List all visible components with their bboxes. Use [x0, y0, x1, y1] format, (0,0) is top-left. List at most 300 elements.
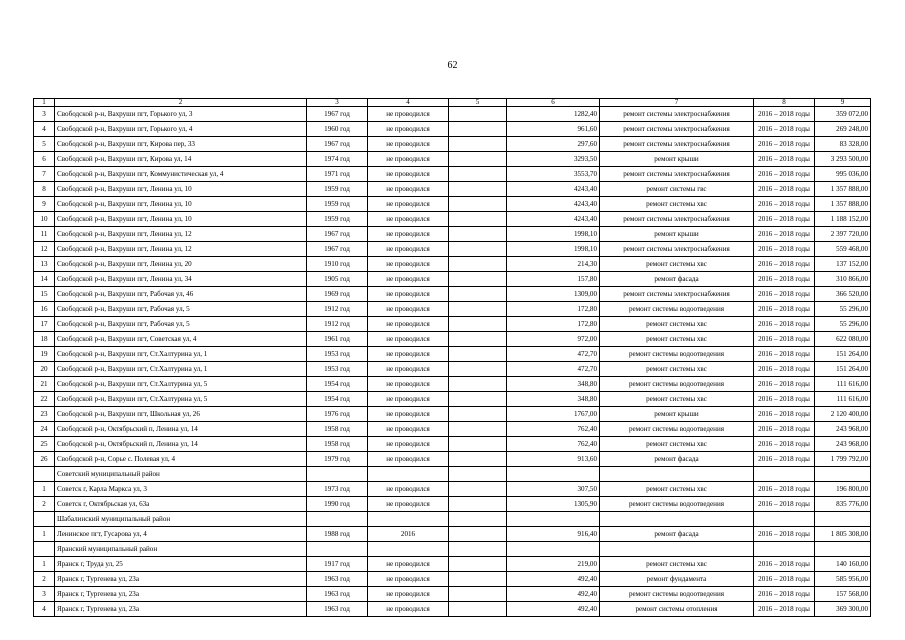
period-cell: 2016 – 2018 годы [754, 317, 815, 332]
empty-cell [600, 542, 754, 557]
year-built-cell: 1959 год [307, 197, 368, 212]
area-cell: 4243,40 [507, 182, 600, 197]
period-cell: 2016 – 2018 годы [754, 347, 815, 362]
cost-cell: 196 800,00 [815, 482, 871, 497]
area-cell: 348,80 [507, 392, 600, 407]
empty-cell [307, 512, 368, 527]
area-cell: 492,40 [507, 602, 600, 617]
area-cell: 1309,00 [507, 287, 600, 302]
year-built-cell: 1960 год [307, 122, 368, 137]
empty-col-cell [449, 452, 507, 467]
repair-type-cell: ремонт системы водоотведения [600, 377, 754, 392]
column-number-cell: 7 [600, 99, 754, 107]
section-title: Яранский муниципальный район [55, 542, 307, 557]
row-number-cell: 18 [34, 332, 55, 347]
empty-cell [449, 512, 507, 527]
last-repair-year-cell: не проводился [368, 422, 449, 437]
repair-type-cell: ремонт системы хвс [600, 197, 754, 212]
period-cell: 2016 – 2018 годы [754, 587, 815, 602]
row-number-cell: 7 [34, 167, 55, 182]
table-row [34, 557, 871, 572]
year-built-cell: 1967 год [307, 137, 368, 152]
table-row [34, 122, 871, 137]
year-built-cell: 1953 год [307, 347, 368, 362]
address-cell: Свободской р-н, Вахруши пгт, Ст.Халтурина ул, 1 [55, 362, 307, 377]
area-cell: 1998,10 [507, 242, 600, 257]
section-row [34, 467, 871, 482]
empty-col-cell [449, 152, 507, 167]
address-cell: Свободской р-н, Октябрьский п, Ленина ул, 14 [55, 422, 307, 437]
last-repair-year-cell: не проводился [368, 587, 449, 602]
year-built-cell: 1967 год [307, 107, 368, 122]
table-row [34, 287, 871, 302]
cost-cell: 622 080,00 [815, 332, 871, 347]
period-cell: 2016 – 2018 годы [754, 257, 815, 272]
cost-cell: 1 188 152,00 [815, 212, 871, 227]
table-row [34, 527, 871, 542]
empty-cell [34, 542, 55, 557]
period-cell: 2016 – 2018 годы [754, 392, 815, 407]
address-cell: Свободской р-н, Вахруши пгт, Рабочая ул, 46 [55, 287, 307, 302]
last-repair-year-cell: не проводился [368, 482, 449, 497]
year-built-cell: 1963 год [307, 572, 368, 587]
table-body [34, 99, 871, 617]
address-cell: Свободской р-н, Вахруши пгт, Горького ул, 3 [55, 107, 307, 122]
year-built-cell: 1990 год [307, 497, 368, 512]
cost-cell: 151 264,00 [815, 347, 871, 362]
empty-col-cell [449, 572, 507, 587]
cost-cell: 243 968,00 [815, 422, 871, 437]
column-number-cell: 2 [55, 99, 307, 107]
row-number-cell: 13 [34, 257, 55, 272]
repair-type-cell: ремонт системы хвс [600, 482, 754, 497]
area-cell: 916,40 [507, 527, 600, 542]
row-number-cell: 14 [34, 272, 55, 287]
row-number-cell: 15 [34, 287, 55, 302]
table-row [34, 302, 871, 317]
address-cell: Свободской р-н, Вахруши пгт, Ленина ул, 34 [55, 272, 307, 287]
row-number-cell: 22 [34, 392, 55, 407]
address-cell: Свободской р-н, Вахруши пгт, Ст.Халтурина ул, 5 [55, 392, 307, 407]
empty-col-cell [449, 557, 507, 572]
cost-cell: 55 296,00 [815, 302, 871, 317]
period-cell: 2016 – 2018 годы [754, 287, 815, 302]
row-number-cell: 26 [34, 452, 55, 467]
table-row [34, 242, 871, 257]
area-cell: 297,60 [507, 137, 600, 152]
year-built-cell: 1958 год [307, 437, 368, 452]
empty-col-cell [449, 377, 507, 392]
empty-col-cell [449, 497, 507, 512]
period-cell: 2016 – 2018 годы [754, 557, 815, 572]
cost-cell: 83 328,00 [815, 137, 871, 152]
year-built-cell: 1969 год [307, 287, 368, 302]
year-built-cell: 1917 год [307, 557, 368, 572]
period-cell: 2016 – 2018 годы [754, 242, 815, 257]
last-repair-year-cell: не проводился [368, 137, 449, 152]
period-cell: 2016 – 2018 годы [754, 197, 815, 212]
period-cell: 2016 – 2018 годы [754, 452, 815, 467]
repair-type-cell: ремонт крыши [600, 227, 754, 242]
row-number-cell: 8 [34, 182, 55, 197]
row-number-cell: 3 [34, 587, 55, 602]
repair-type-cell: ремонт системы хвс [600, 257, 754, 272]
address-cell: Яранск г, Тургенева ул, 23а [55, 572, 307, 587]
section-row [34, 512, 871, 527]
cost-cell: 140 160,00 [815, 557, 871, 572]
repair-type-cell: ремонт системы водоотведения [600, 497, 754, 512]
area-cell: 219,00 [507, 557, 600, 572]
area-cell: 762,40 [507, 437, 600, 452]
table-row [34, 572, 871, 587]
area-cell: 472,70 [507, 362, 600, 377]
address-cell: Яранск г, Тургенева ул, 23а [55, 587, 307, 602]
year-built-cell: 1971 год [307, 167, 368, 182]
cost-cell: 137 152,00 [815, 257, 871, 272]
table-row [34, 197, 871, 212]
row-number-cell: 23 [34, 407, 55, 422]
column-number-cell: 1 [34, 99, 55, 107]
cost-cell: 157 568,00 [815, 587, 871, 602]
last-repair-year-cell: не проводился [368, 212, 449, 227]
address-cell: Свободской р-н, Вахруши пгт, Ленина ул, 10 [55, 197, 307, 212]
period-cell: 2016 – 2018 годы [754, 602, 815, 617]
area-cell: 1305,90 [507, 497, 600, 512]
repair-type-cell: ремонт фасада [600, 272, 754, 287]
repair-type-cell: ремонт системы водоотведения [600, 302, 754, 317]
empty-col-cell [449, 107, 507, 122]
last-repair-year-cell: не проводился [368, 257, 449, 272]
row-number-cell: 11 [34, 227, 55, 242]
repair-type-cell: ремонт системы отопления [600, 602, 754, 617]
table-row [34, 452, 871, 467]
period-cell: 2016 – 2018 годы [754, 362, 815, 377]
column-number-cell: 5 [449, 99, 507, 107]
empty-cell [507, 467, 600, 482]
row-number-cell: 10 [34, 212, 55, 227]
year-built-cell: 1912 год [307, 317, 368, 332]
address-cell: Яранск г, Труда ул, 25 [55, 557, 307, 572]
empty-cell [815, 467, 871, 482]
empty-cell [754, 542, 815, 557]
empty-col-cell [449, 302, 507, 317]
address-cell: Свободской р-н, Вахруши пгт, Школьная ул, 26 [55, 407, 307, 422]
table-row [34, 137, 871, 152]
address-cell: Свободской р-н, Вахруши пгт, Рабочая ул, 5 [55, 302, 307, 317]
row-number-cell: 4 [34, 602, 55, 617]
last-repair-year-cell: не проводился [368, 197, 449, 212]
repair-type-cell: ремонт системы электроснабжения [600, 107, 754, 122]
period-cell: 2016 – 2018 годы [754, 212, 815, 227]
row-number-cell: 1 [34, 482, 55, 497]
table-row [34, 332, 871, 347]
table-row [34, 407, 871, 422]
period-cell: 2016 – 2018 годы [754, 332, 815, 347]
table-row [34, 257, 871, 272]
last-repair-year-cell: не проводился [368, 347, 449, 362]
area-cell: 472,70 [507, 347, 600, 362]
empty-cell [600, 512, 754, 527]
cost-cell: 366 520,00 [815, 287, 871, 302]
year-built-cell: 1961 год [307, 332, 368, 347]
year-built-cell: 1954 год [307, 377, 368, 392]
repair-type-cell: ремонт системы электроснабжения [600, 242, 754, 257]
period-cell: 2016 – 2018 годы [754, 137, 815, 152]
last-repair-year-cell: не проводился [368, 272, 449, 287]
area-cell: 172,80 [507, 317, 600, 332]
area-cell: 307,50 [507, 482, 600, 497]
address-cell: Свободской р-н, Вахруши пгт, Ленина ул, 10 [55, 182, 307, 197]
table-row [34, 392, 871, 407]
empty-col-cell [449, 482, 507, 497]
empty-cell [815, 542, 871, 557]
table-row [34, 422, 871, 437]
repair-type-cell: ремонт системы электроснабжения [600, 167, 754, 182]
cost-cell: 585 956,00 [815, 572, 871, 587]
area-cell: 348,80 [507, 377, 600, 392]
repair-type-cell: ремонт системы хвс [600, 437, 754, 452]
last-repair-year-cell: не проводился [368, 437, 449, 452]
empty-cell [307, 542, 368, 557]
address-cell: Свободской р-н, Вахруши пгт, Советская ул, 4 [55, 332, 307, 347]
table-row [34, 377, 871, 392]
year-built-cell: 1963 год [307, 602, 368, 617]
area-cell: 4243,40 [507, 197, 600, 212]
repair-type-cell: ремонт системы электроснабжения [600, 122, 754, 137]
year-built-cell: 1979 год [307, 452, 368, 467]
empty-col-cell [449, 392, 507, 407]
empty-col-cell [449, 137, 507, 152]
address-cell: Свободской р-н, Сорье с. Полевая ул, 4 [55, 452, 307, 467]
cost-cell: 1 799 792,00 [815, 452, 871, 467]
empty-col-cell [449, 602, 507, 617]
column-number-cell: 8 [754, 99, 815, 107]
empty-cell [34, 467, 55, 482]
year-built-cell: 1954 год [307, 392, 368, 407]
table-row [34, 362, 871, 377]
year-built-cell: 1912 год [307, 302, 368, 317]
row-number-cell: 16 [34, 302, 55, 317]
row-number-cell: 1 [34, 527, 55, 542]
last-repair-year-cell: не проводился [368, 362, 449, 377]
period-cell: 2016 – 2018 годы [754, 122, 815, 137]
empty-cell [507, 512, 600, 527]
year-built-cell: 1959 год [307, 182, 368, 197]
repair-type-cell: ремонт системы хвс [600, 392, 754, 407]
area-cell: 1282,40 [507, 107, 600, 122]
area-cell: 1998,10 [507, 227, 600, 242]
column-number-cell: 3 [307, 99, 368, 107]
address-cell: Яранск г, Тургенева ул, 23а [55, 602, 307, 617]
repair-type-cell: ремонт системы хвс [600, 557, 754, 572]
period-cell: 2016 – 2018 годы [754, 302, 815, 317]
empty-col-cell [449, 362, 507, 377]
year-built-cell: 1953 год [307, 362, 368, 377]
table-row [34, 602, 871, 617]
period-cell: 2016 – 2018 годы [754, 422, 815, 437]
last-repair-year-cell: не проводился [368, 107, 449, 122]
empty-cell [368, 542, 449, 557]
table-row [34, 347, 871, 362]
table-row [34, 167, 871, 182]
area-cell: 3553,70 [507, 167, 600, 182]
table-row [34, 107, 871, 122]
empty-cell [307, 467, 368, 482]
row-number-cell: 2 [34, 572, 55, 587]
capital-repair-table [33, 98, 871, 617]
address-cell: Свободской р-н, Вахруши пгт, Ленина ул, 12 [55, 242, 307, 257]
table-row [34, 587, 871, 602]
last-repair-year-cell: не проводился [368, 167, 449, 182]
area-cell: 157,80 [507, 272, 600, 287]
address-cell: Ленинское пгт, Гусарова ул, 4 [55, 527, 307, 542]
row-number-cell: 17 [34, 317, 55, 332]
last-repair-year-cell: не проводился [368, 332, 449, 347]
table-row [34, 227, 871, 242]
area-cell: 1767,00 [507, 407, 600, 422]
row-number-cell: 20 [34, 362, 55, 377]
repair-type-cell: ремонт системы хвс [600, 317, 754, 332]
last-repair-year-cell: не проводился [368, 572, 449, 587]
period-cell: 2016 – 2018 годы [754, 437, 815, 452]
year-built-cell: 1988 год [307, 527, 368, 542]
table-row [34, 437, 871, 452]
address-cell: Свободской р-н, Вахруши пгт, Кирова ул, 14 [55, 152, 307, 167]
empty-col-cell [449, 587, 507, 602]
empty-cell [815, 512, 871, 527]
period-cell: 2016 – 2018 годы [754, 407, 815, 422]
row-number-cell: 2 [34, 497, 55, 512]
repair-type-cell: ремонт фасада [600, 452, 754, 467]
last-repair-year-cell: не проводился [368, 557, 449, 572]
period-cell: 2016 – 2018 годы [754, 527, 815, 542]
table-row [34, 212, 871, 227]
year-built-cell: 1967 год [307, 227, 368, 242]
last-repair-year-cell: не проводился [368, 227, 449, 242]
cost-cell: 1 357 888,00 [815, 197, 871, 212]
last-repair-year-cell: не проводился [368, 497, 449, 512]
empty-col-cell [449, 287, 507, 302]
cost-cell: 2 397 720,00 [815, 227, 871, 242]
last-repair-year-cell: 2016 [368, 527, 449, 542]
year-built-cell: 1905 год [307, 272, 368, 287]
period-cell: 2016 – 2018 годы [754, 497, 815, 512]
empty-col-cell [449, 197, 507, 212]
period-cell: 2016 – 2018 годы [754, 272, 815, 287]
empty-col-cell [449, 182, 507, 197]
empty-col-cell [449, 242, 507, 257]
table-row [34, 152, 871, 167]
last-repair-year-cell: не проводился [368, 302, 449, 317]
year-built-cell: 1973 год [307, 482, 368, 497]
repair-type-cell: ремонт системы водоотведения [600, 347, 754, 362]
period-cell: 2016 – 2018 годы [754, 377, 815, 392]
year-built-cell: 1910 год [307, 257, 368, 272]
area-cell: 172,80 [507, 302, 600, 317]
cost-cell: 1 357 888,00 [815, 182, 871, 197]
row-number-cell: 12 [34, 242, 55, 257]
row-number-cell: 4 [34, 122, 55, 137]
repair-type-cell: ремонт системы хвс [600, 332, 754, 347]
address-cell: Свободской р-н, Вахруши пгт, Ленина ул, 10 [55, 212, 307, 227]
cost-cell: 310 866,00 [815, 272, 871, 287]
last-repair-year-cell: не проводился [368, 452, 449, 467]
address-cell: Свободской р-н, Вахруши пгт, Ст.Халтурина ул, 1 [55, 347, 307, 362]
year-built-cell: 1967 год [307, 242, 368, 257]
empty-col-cell [449, 227, 507, 242]
year-built-cell: 1974 год [307, 152, 368, 167]
last-repair-year-cell: не проводился [368, 317, 449, 332]
address-cell: Свободской р-н, Октябрьский п, Ленина ул, 14 [55, 437, 307, 452]
period-cell: 2016 – 2018 годы [754, 152, 815, 167]
period-cell: 2016 – 2018 годы [754, 167, 815, 182]
area-cell: 492,40 [507, 572, 600, 587]
empty-col-cell [449, 272, 507, 287]
empty-cell [449, 467, 507, 482]
cost-cell: 369 300,00 [815, 602, 871, 617]
last-repair-year-cell: не проводился [368, 122, 449, 137]
table-row [34, 482, 871, 497]
year-built-cell: 1959 год [307, 212, 368, 227]
repair-type-cell: ремонт системы гвс [600, 182, 754, 197]
repair-type-cell: ремонт фасада [600, 527, 754, 542]
empty-col-cell [449, 437, 507, 452]
address-cell: Свободской р-н, Вахруши пгт, Ленина ул, 20 [55, 257, 307, 272]
empty-col-cell [449, 212, 507, 227]
address-cell: Советск г, Карла Маркса ул, 3 [55, 482, 307, 497]
empty-cell [34, 512, 55, 527]
last-repair-year-cell: не проводился [368, 392, 449, 407]
repair-type-cell: ремонт системы водоотведения [600, 422, 754, 437]
page-number: 62 [447, 60, 458, 71]
address-cell: Свободской р-н, Вахруши пгт, Ст.Халтурина ул, 5 [55, 377, 307, 392]
table-row [34, 272, 871, 287]
repair-type-cell: ремонт крыши [600, 407, 754, 422]
section-title: Шабалинский муниципальный район [55, 512, 307, 527]
cost-cell: 269 248,00 [815, 122, 871, 137]
period-cell: 2016 – 2018 годы [754, 182, 815, 197]
cost-cell: 995 036,00 [815, 167, 871, 182]
empty-cell [754, 512, 815, 527]
period-cell: 2016 – 2018 годы [754, 572, 815, 587]
column-number-cell: 6 [507, 99, 600, 107]
repair-type-cell: ремонт фундамента [600, 572, 754, 587]
table-row [34, 317, 871, 332]
cost-cell: 111 616,00 [815, 392, 871, 407]
row-number-cell: 1 [34, 557, 55, 572]
repair-type-cell: ремонт системы хвс [600, 362, 754, 377]
area-cell: 492,40 [507, 587, 600, 602]
empty-col-cell [449, 422, 507, 437]
area-cell: 3293,50 [507, 152, 600, 167]
cost-cell: 111 616,00 [815, 377, 871, 392]
table-row [34, 497, 871, 512]
year-built-cell: 1963 год [307, 587, 368, 602]
last-repair-year-cell: не проводился [368, 242, 449, 257]
empty-cell [600, 467, 754, 482]
column-number-cell: 9 [815, 99, 871, 107]
address-cell: Свободской р-н, Вахруши пгт, Коммунистическая ул, 4 [55, 167, 307, 182]
area-cell: 214,30 [507, 257, 600, 272]
empty-col-cell [449, 332, 507, 347]
last-repair-year-cell: не проводился [368, 602, 449, 617]
last-repair-year-cell: не проводился [368, 152, 449, 167]
empty-col-cell [449, 122, 507, 137]
cost-cell: 559 468,00 [815, 242, 871, 257]
cost-cell: 359 072,00 [815, 107, 871, 122]
empty-cell [507, 542, 600, 557]
address-cell: Советск г, Октябрьская ул, 63а [55, 497, 307, 512]
